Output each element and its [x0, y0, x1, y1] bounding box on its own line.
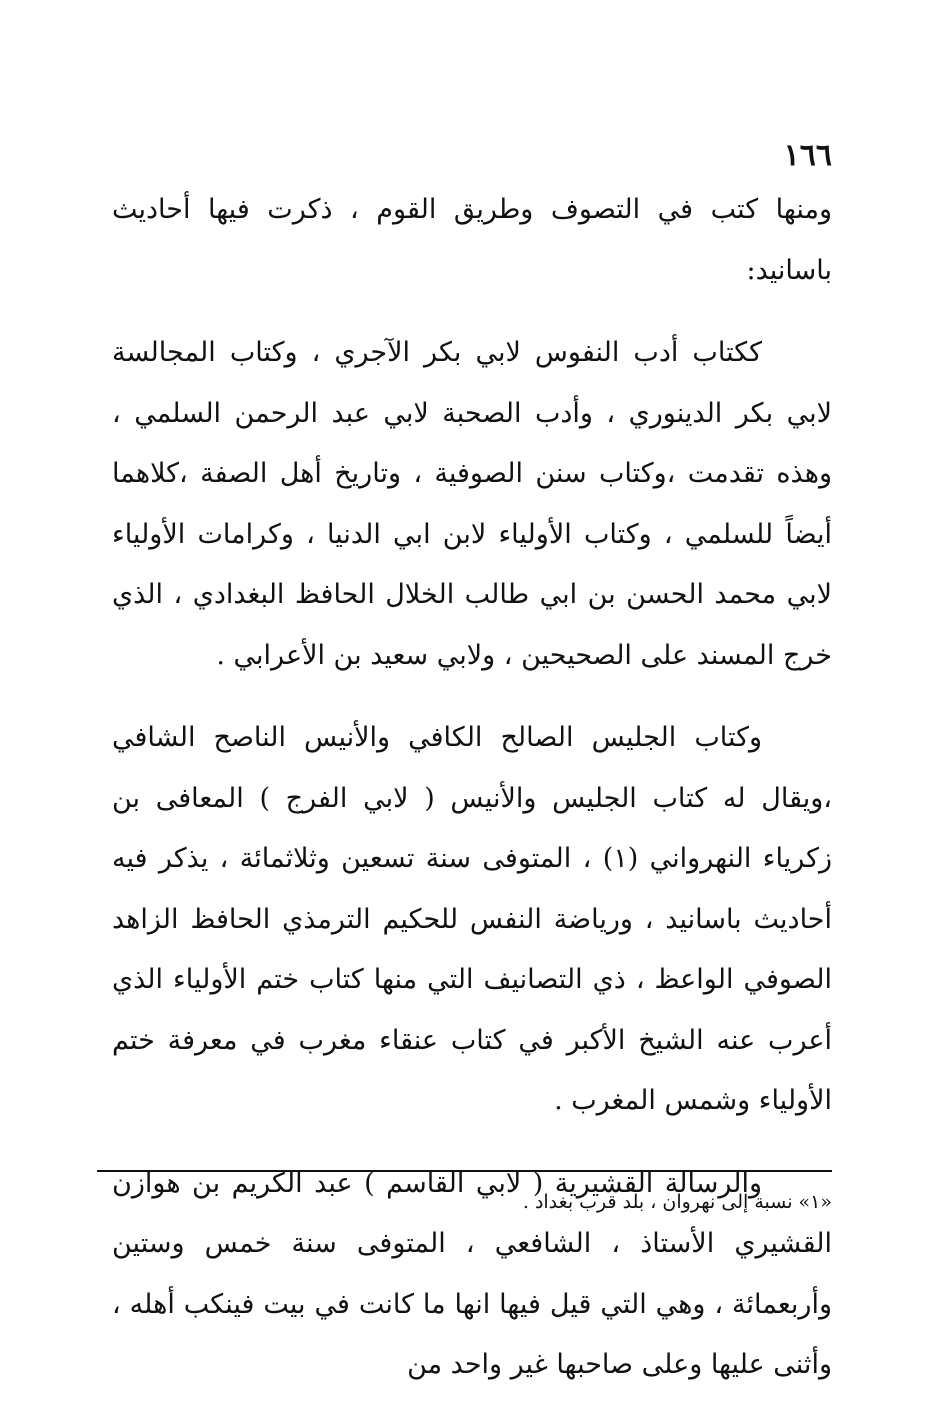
paragraph-1: ومنها كتب في التصوف وطريق القوم ، ذكرت فيها أحاديث باسانيد: [112, 194, 832, 286]
paragraph-4: والرسالة القشيرية ( لابي القاسم ) عبد الكريم بن هوازن القشيري الأستاذ ، الشافعي ، المتوفى سنة خمس وستين وأربعمائة ، وهي التي قيل فيها انها ما كانت في بيت فينكب أهله ، وأثنى عليها وعلى صاحبها غير واحد من [112, 1167, 832, 1380]
paragraph-2: ككتاب أدب النفوس لابي بكر الآجري ، وكتاب المجالسة لابي بكر الدينوري ، وأدب الصحبة لابي عبد الرحمن السلمي ، وهذه تقدمت ،وكتاب سنن الصوفية ، وتاريخ أهل الصفة ،كلاهما أيضاً للسلمي ، وكتاب الأولياء لابن ابي الدنيا ، وكرامات الأولياء لابي محمد الحسن بن ابي طالب الخلال الحافظ البغدادي ، الذي خرج المسند على الصحيحين ، ولابي سعيد بن الأعرابي . [112, 337, 832, 671]
footnote: «١» نسبة إلى نهروان ، بلد قرب بغداد . [522, 1191, 832, 1213]
paragraph-3: وكتاب الجليس الصالح الكافي والأنيس الناصح الشافي ،ويقال له كتاب الجليس والأنيس ( لابي الفرج ) المعافى بن زكرياء النهرواني (١) ، المتوفى سنة تسعين وثلاثمائة ، يذكر فيه أحاديث باسانيد ، ورياضة النفس للحكيم الترمذي الحافظ الزاهد الصوفي الواعظ ، ذي التصانيف التي منها كتاب ختم الأولياء الذي أعرب عنه الشيخ الأكبر في كتاب عنقاء مغرب في معرفة ختم الأولياء وشمس المغرب . [112, 722, 833, 1116]
page-body [112, 180, 832, 1418]
footnote-divider [97, 1170, 832, 1172]
page-number: ١٦٦ [783, 138, 832, 173]
